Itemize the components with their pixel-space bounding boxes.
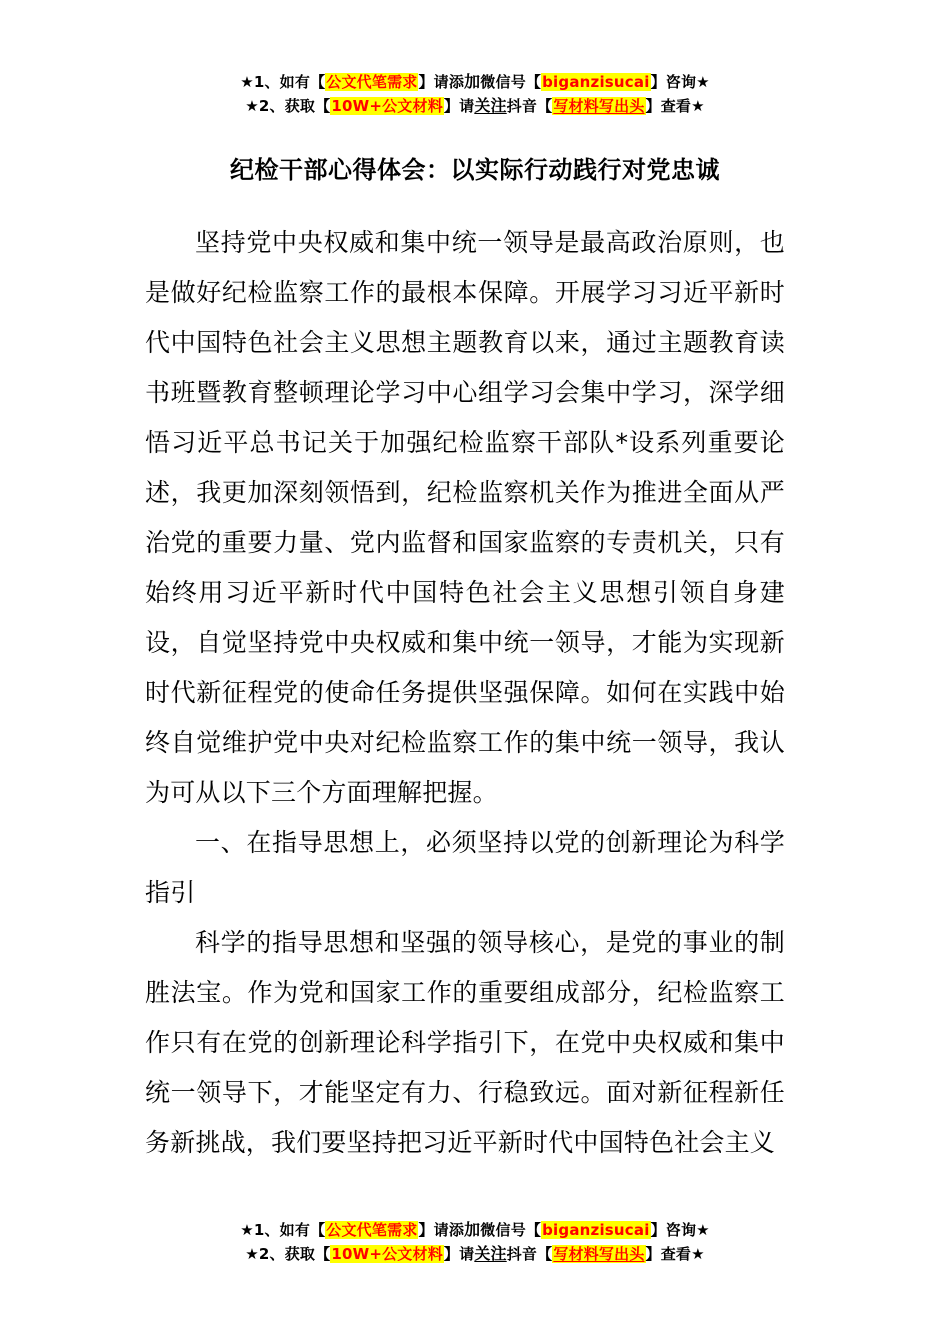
document-body	[145, 218, 785, 1168]
footer-promo-line-1-mid2: 微信号【	[480, 1221, 542, 1239]
body-paragraph-intro: 坚持党中央权威和集中统一领导是最高政治原则，也是做好纪检监察工作的最根本保障。开展学习习近平新时代中国特色社会主义思想主题教育以来，通过主题教育读书班暨教育整顿理论学习中心组学习会集中学习，深学细悟习近平总书记关于加强纪检监察干部队*设系列重要论述，我更加深刻领悟到，纪检监察机关作为推进全面从严治党的重要力量、党内监督和国家监察的专责机关，只有始终用习近平新时代中国特色社会主义思想引领自身建设，自觉坚持党中央权威和集中统一领导，才能为实现新时代新征程党的使命任务提供坚强保障。如何在实践中始终自觉维护党中央对纪检监察工作的集中统一领导，我认为可从以下三个方面理解把握。	[145, 228, 785, 807]
promo-highlight-service: 公文代笔需求	[326, 73, 418, 91]
promo-line-1-mid1: 】请添	[418, 73, 465, 91]
promo-line-1-mid2: 微信号【	[480, 73, 542, 91]
promo-highlight-wechat-id: biganzisucai	[542, 73, 650, 91]
promo-line-2-prefix: ★2、获取【	[245, 97, 331, 115]
promo-line-2-mid2: 抖音【	[506, 97, 553, 115]
footer-promo-banner	[0, 1218, 950, 1266]
footer-promo-line-2-key: 关注	[474, 1244, 507, 1263]
footer-promo-line-2	[0, 1242, 950, 1266]
header-promo-banner	[0, 70, 950, 118]
footer-promo-line-1-prefix: ★1、如有【	[240, 1221, 326, 1239]
footer-promo-highlight-materials: 10W+公文材料	[331, 1245, 443, 1263]
promo-highlight-douyin-account: 写材料写出头	[553, 97, 645, 115]
footer-promo-line-2-prefix: ★2、获取【	[245, 1245, 331, 1263]
footer-promo-line-2-mid1: 】请	[443, 1245, 475, 1263]
body-paragraph-section-one: 科学的指导思想和坚强的领导核心，是党的事业的制胜法宝。作为党和国家工作的重要组成部分，纪检监察工作只有在党的创新理论科学指引下，在党中央权威和集中统一领导下，才能坚定有力、行稳致远。面对新征程新任务新挑战，我们要坚持把习近平新时代中国特色社会主义	[145, 928, 785, 1157]
footer-promo-line-2-mid2: 抖音【	[506, 1245, 553, 1263]
footer-promo-line-1	[0, 1218, 950, 1242]
footer-promo-line-2-suffix: 】查看★	[645, 1245, 705, 1263]
promo-line-2-key: 关注	[474, 96, 507, 115]
promo-line-1-key: 加	[464, 72, 481, 91]
promo-line-1-suffix: 】咨询★	[650, 73, 710, 91]
footer-promo-line-1-suffix: 】咨询★	[650, 1221, 710, 1239]
promo-line-1-prefix: ★1、如有【	[240, 73, 326, 91]
section-heading-one: 一、在指导思想上，必须坚持以党的创新理论为科学指引	[145, 828, 785, 907]
promo-line-1	[0, 70, 950, 94]
footer-promo-line-1-mid1: 】请添	[418, 1221, 465, 1239]
promo-line-2	[0, 94, 950, 118]
promo-line-2-suffix: 】查看★	[645, 97, 705, 115]
promo-line-2-mid1: 】请	[443, 97, 475, 115]
document-title: 纪检干部心得体会：以实际行动践行对党忠诚	[230, 156, 720, 184]
footer-promo-line-1-key: 加	[464, 1220, 481, 1239]
footer-promo-highlight-service: 公文代笔需求	[326, 1221, 418, 1239]
footer-promo-highlight-wechat-id: biganzisucai	[542, 1221, 650, 1239]
promo-highlight-materials: 10W+公文材料	[331, 97, 443, 115]
footer-promo-highlight-douyin-account: 写材料写出头	[553, 1245, 645, 1263]
